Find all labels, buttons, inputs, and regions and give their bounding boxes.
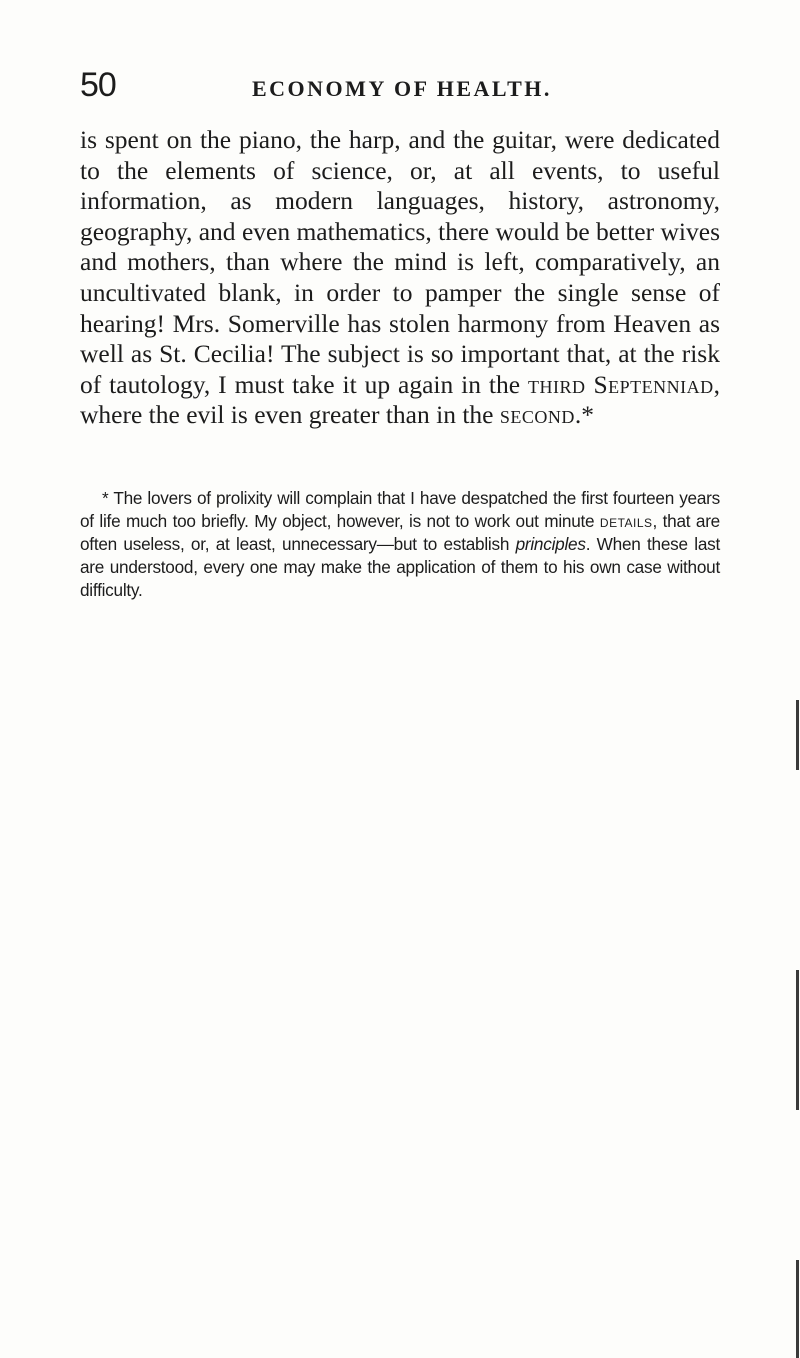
page-number: 50 [80, 66, 116, 104]
body-text [80, 125, 720, 431]
italic-principles: principles [515, 534, 586, 554]
body-text-1: is spent on the piano, the harp, and the guitar, were dedicated to the elements of science, or, at all events, to useful information, as modern languages, history, astronomy, geography, and even mathematics, there would be better wives and mothers, than where the mind is left, comparatively, an uncultivated blank, in order to pamper the single sense of hearing! Mrs. Somerville has stolen harmony from Heaven as well as St. Cecilia! The subject is so important that, at the risk of tautology, I must take it up again in the [80, 125, 720, 399]
page-edge-mark [796, 970, 799, 1110]
footnote-text-1: * The lovers of prolixity will complain that I have despatched the first fourteen years of life much too briefly. My object, however, is not to work out minute [80, 488, 720, 531]
footnote [80, 487, 720, 602]
body-text-4: .* [574, 400, 595, 430]
running-head [80, 66, 720, 106]
running-title: ECONOMY OF HEALTH. [252, 76, 552, 101]
page-edge-mark [796, 700, 799, 770]
body-paragraph [80, 125, 720, 431]
footnote-paragraph [80, 487, 720, 602]
smallcaps-details: details [599, 511, 653, 531]
smallcaps-third: third [528, 369, 586, 399]
smallcaps-second: second [499, 400, 575, 430]
footnote-text-2: , that are often useless, or, at least, unnecessary—but to establish [80, 511, 720, 554]
page-edge-mark [796, 1260, 799, 1358]
body-text-3: , where the evil is even greater than in the [80, 369, 721, 430]
footnote-text-3: . When these last are understood, every one may make the application of them to his own case without difficulty. [80, 534, 720, 600]
smallcaps-septenniad: Septenniad [593, 369, 714, 399]
